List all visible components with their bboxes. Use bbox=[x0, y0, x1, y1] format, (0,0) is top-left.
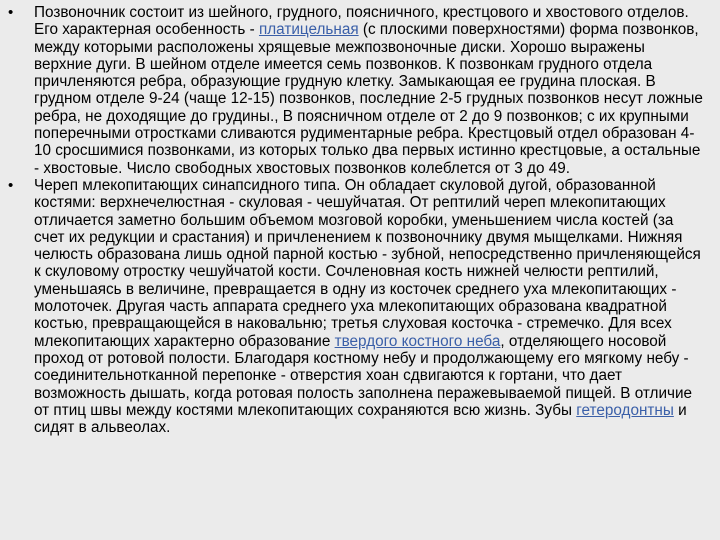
link-platycelous[interactable]: платицельная bbox=[258, 21, 359, 39]
paragraph-text-skull bbox=[34, 177, 701, 436]
bullet-list bbox=[4, 4, 706, 436]
paragraph-text-spine bbox=[34, 4, 703, 177]
text-segment: , отделяющего носовой проход от ротовой полости. Благодаря костному небу и продолжающему его мягкому небу - соединительнотканной перепонке - отверстия хоан сдвигаются к гортани, что дает возможность дышать, когда ротовая полость заполнена перажевываемой пищей. В отличие от птиц швы между костями млекопитающих сохраняются всю жизнь. Зубы bbox=[34, 332, 693, 419]
link-heterodont[interactable]: гетеродонтны bbox=[576, 401, 674, 419]
link-hard-palate[interactable]: твердого костного неба bbox=[334, 332, 501, 350]
bullet-icon: • bbox=[8, 4, 14, 21]
bullet-icon: • bbox=[8, 176, 14, 194]
text-segment: (с плоскими поверхностями) форма позвонков, между которыми расположены хрящевые межпозвоночные диски. Хорошо выражены верхние дуги. В шейном отделе имеется семь позвонков. К позвонкам грудного отдела причленяются ребра, образующие грудную клетку. Замыкающая ее грудина плоская. В грудном отделе 9-24 (чаще 12-15) позвонков, последние 2-5 грудных позвонков несут ложные ребра, не доходящие до грудины., В поясничном отделе от 2 до 9 позвонков; с их крупными поперечными отростками сливаются рудиментарные ребра. Крестцовый отдел образован 4-10 сросшимися позвонками, из которых только два первых истинно крестцовые, а остальные - хвостовые. Число свободных хвостовых позвонков колеблется от 3 до 49. bbox=[34, 21, 703, 177]
bullet-item-spine bbox=[4, 4, 706, 177]
bullet-item-skull bbox=[4, 177, 706, 436]
text-segment: Позвоночник состоит из шейного, грудного, поясничного, крестцового и хвостового отделов. Его характерная особенность - bbox=[34, 4, 689, 39]
text-segment: и сидят в альвеолах. bbox=[34, 401, 687, 437]
text-segment: Череп млекопитающих синапсидного типа. Он обладает скуловой дугой, образованной костями: верхнечелюстная - скуловая - чешуйчатая. От рептилий череп млекопитающих отличается заметно большим объемом мозговой коробки, уменьшением числа костей (за счет их редукции и срастания) и причленением к позвоночнику двумя мыщелками. Нижняя челюсть образована лишь одной парной костью - зубной, непосредственно причленяющейся к скуловому отростку чешуйчатой кости. Сочленовная кость нижней челюсти рептилий, уменьшаясь в величине, превращается в одну из косточек среднего уха млекопитающих - молоточек. Другая часть аппарата среднего уха млекопитающих образована квадратной костью, превращающейся в наковальню; третья слуховая косточка - стремечко. Для всех млекопитающих характерно образование bbox=[34, 176, 701, 350]
